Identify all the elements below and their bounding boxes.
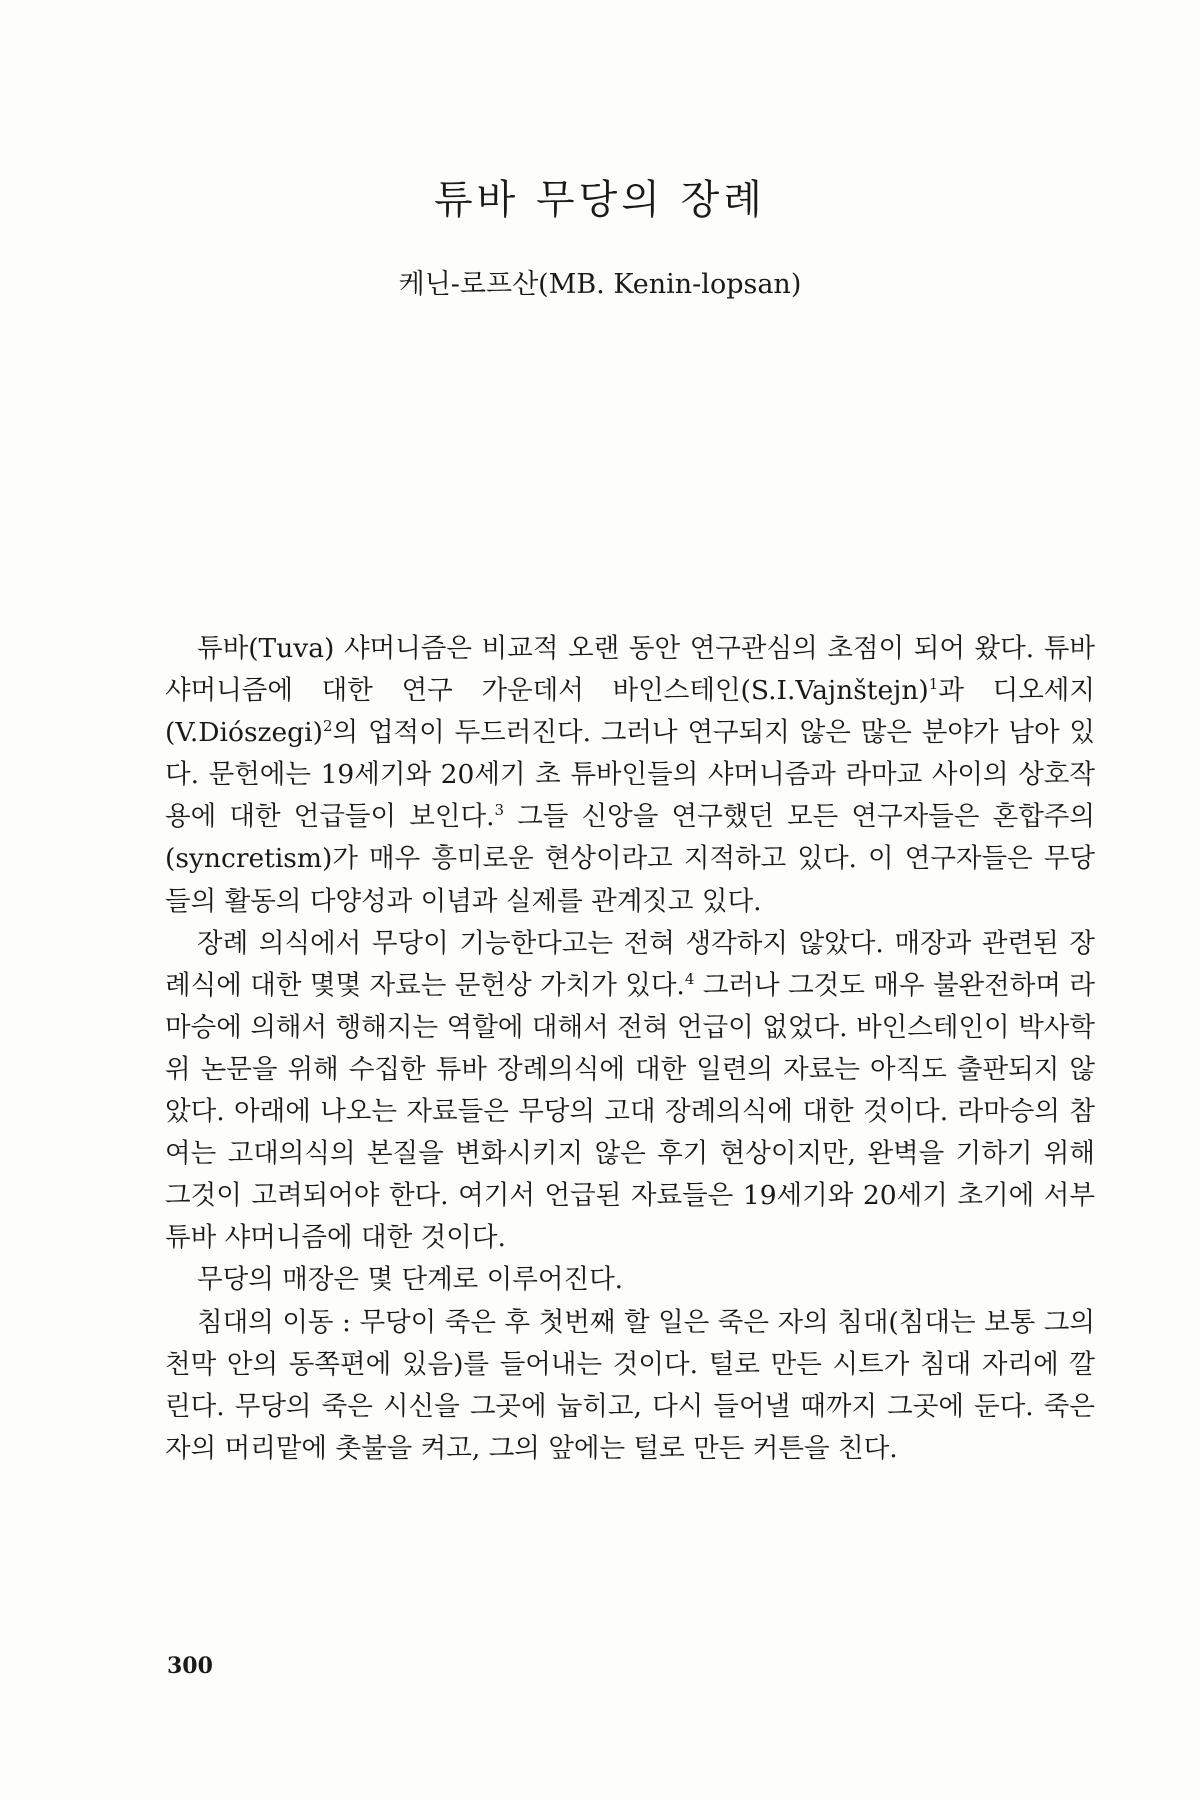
paragraph: [165, 628, 1095, 923]
paragraph-text: 의 업적이 두드러진다. 그러나 연구되지 않은 많은 분야가 남아 있다. 문헌에는 19세기와 20세기 초 튜바인들의 샤머니즘과 라마교 사이의 상호작용에 대한 언급들이 보인다.: [165, 717, 1095, 833]
page-number: 300: [167, 1653, 213, 1679]
paragraph: [165, 1259, 1095, 1301]
footnote-marker: 2: [322, 717, 333, 736]
body-text: [165, 628, 1095, 1470]
paragraph-text: 장례 의식에서 무당이 기능한다고는 전혀 생각하지 않았다. 매장과 관련된 장례식에 대한 몇몇 자료는 문헌상 가치가 있다.: [165, 927, 1095, 1001]
footnote-marker: 4: [684, 969, 695, 988]
paragraph-text: 침대의 이동 : 무당이 죽은 후 첫번째 할 일은 죽은 자의 침대(침대는 보통 그의 천막 안의 동쪽편에 있음)를 들어내는 것이다. 털로 만든 시트가 침대 자리에 깔린다. 무당의 죽은 시신을 그곳에 눕히고, 다시 들어낼 때까지 그곳에 둔다. 죽은 자의 머리맡에 촛불을 켜고, 그의 앞에는 털로 만든 커튼을 친다.: [165, 1306, 1095, 1464]
paragraph-text: 과 디오세지(V.Diószegi): [165, 675, 1095, 749]
article-title: 튜바 무당의 장례: [434, 177, 766, 223]
paragraph: [165, 1302, 1095, 1470]
paragraph: [165, 923, 1095, 1260]
paragraph-text: 그들 신앙을 연구했던 모든 연구자들은 혼합주의(syncretism)가 매우 흥미로운 현상이라고 지적하고 있다. 이 연구자들은 무당들의 활동의 다양성과 이념과 실제를 관계짓고 있다.: [165, 801, 1095, 917]
footnote-marker: 3: [494, 801, 505, 820]
paragraph-text: 튜바(Tuva) 샤머니즘은 비교적 오랜 동안 연구관심의 초점이 되어 왔다. 튜바 샤머니즘에 대한 연구 가운데서 바인스테인(S.I.Vajnštejn): [165, 633, 1095, 707]
footnote-marker: 1: [928, 675, 939, 694]
paragraph-text: 무당의 매장은 몇 단계로 이루어진다.: [197, 1264, 624, 1296]
author-line: 케닌-로프산(MB. Kenin-lopsan): [398, 269, 802, 300]
paragraph-text: 그러나 그것도 매우 불완전하며 라마승에 의해서 행해지는 역할에 대해서 전혀 언급이 없었다. 바인스테인이 박사학위 논문을 위해 수집한 튜바 장례의식에 대한 일련의 자료는 아직도 출판되지 않았다. 아래에 나오는 자료들은 무당의 고대 장례의식에 대한 것이다. 라마승의 참여는 고대의식의 본질을 변화시키지 않은 후기 현상이지만, 완벽을 기하기 위해 그것이 고려되어야 한다. 여기서 언급된 자료들은 19세기와 20세기 초기에 서부 튜바 샤머니즘에 대한 것이다.: [165, 969, 1095, 1254]
